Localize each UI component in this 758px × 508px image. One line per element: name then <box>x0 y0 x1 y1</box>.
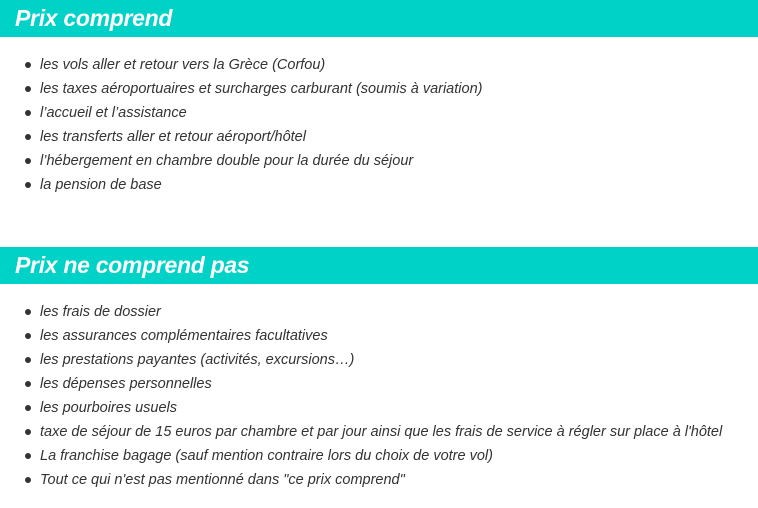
bullet-icon <box>25 477 31 483</box>
list-item <box>0 324 758 348</box>
price-excludes-header <box>0 247 758 284</box>
bullet-icon <box>25 309 31 315</box>
list-item <box>0 101 758 125</box>
bullet-icon <box>25 62 31 68</box>
list-item <box>0 300 758 324</box>
price-includes-title: Prix comprend <box>15 5 173 31</box>
bullet-icon <box>25 333 31 339</box>
list-item-text: les pourboires usuels <box>40 400 178 416</box>
bullet-icon <box>25 381 31 387</box>
list-item-text: l’accueil et l’assistance <box>40 105 187 121</box>
list-item <box>0 149 758 173</box>
list-item-text: les frais de dossier <box>40 304 161 320</box>
list-item <box>0 125 758 149</box>
list-item-text: les dépenses personnelles <box>40 376 212 392</box>
list-item <box>0 348 758 372</box>
price-excludes-title: Prix ne comprend pas <box>15 252 250 278</box>
bullet-icon <box>25 158 31 164</box>
list-item <box>0 372 758 396</box>
list-item-text: les prestations payantes (activités, excursions…) <box>40 352 355 368</box>
bullet-icon <box>25 453 31 459</box>
list-item <box>0 173 758 197</box>
list-item-text: les taxes aéroportuaires et surcharges carburant (soumis à variation) <box>40 81 483 97</box>
list-item <box>0 396 758 420</box>
bullet-icon <box>25 429 31 435</box>
list-item-text: la pension de base <box>40 177 162 193</box>
list-item-text: les transferts aller et retour aéroport/hôtel <box>40 129 306 145</box>
list-item <box>0 77 758 101</box>
price-includes-header <box>0 0 758 37</box>
list-item-text: Tout ce qui n'est pas mentionné dans "ce prix comprend" <box>40 472 405 488</box>
list-item <box>0 444 758 468</box>
list-item <box>0 53 758 77</box>
price-excludes-section <box>0 247 758 492</box>
price-excludes-list <box>0 300 758 492</box>
bullet-icon <box>25 182 31 188</box>
bullet-icon <box>25 110 31 116</box>
list-item-text: l’hébergement en chambre double pour la durée du séjour <box>40 153 414 169</box>
bullet-icon <box>25 405 31 411</box>
list-item-text: La franchise bagage (sauf mention contraire lors du choix de votre vol) <box>40 448 493 464</box>
list-item-text: taxe de séjour de 15 euros par chambre et par jour ainsi que les frais de service à régler sur place à l'hôtel <box>40 424 723 440</box>
bullet-icon <box>25 86 31 92</box>
bullet-icon <box>25 134 31 140</box>
list-item-text: les vols aller et retour vers la Grèce (Corfou) <box>40 57 326 73</box>
list-item <box>0 468 758 492</box>
price-includes-section <box>0 0 758 197</box>
bullet-icon <box>25 357 31 363</box>
list-item <box>0 420 758 444</box>
price-includes-list <box>0 53 758 197</box>
list-item-text: les assurances complémentaires facultatives <box>40 328 328 344</box>
